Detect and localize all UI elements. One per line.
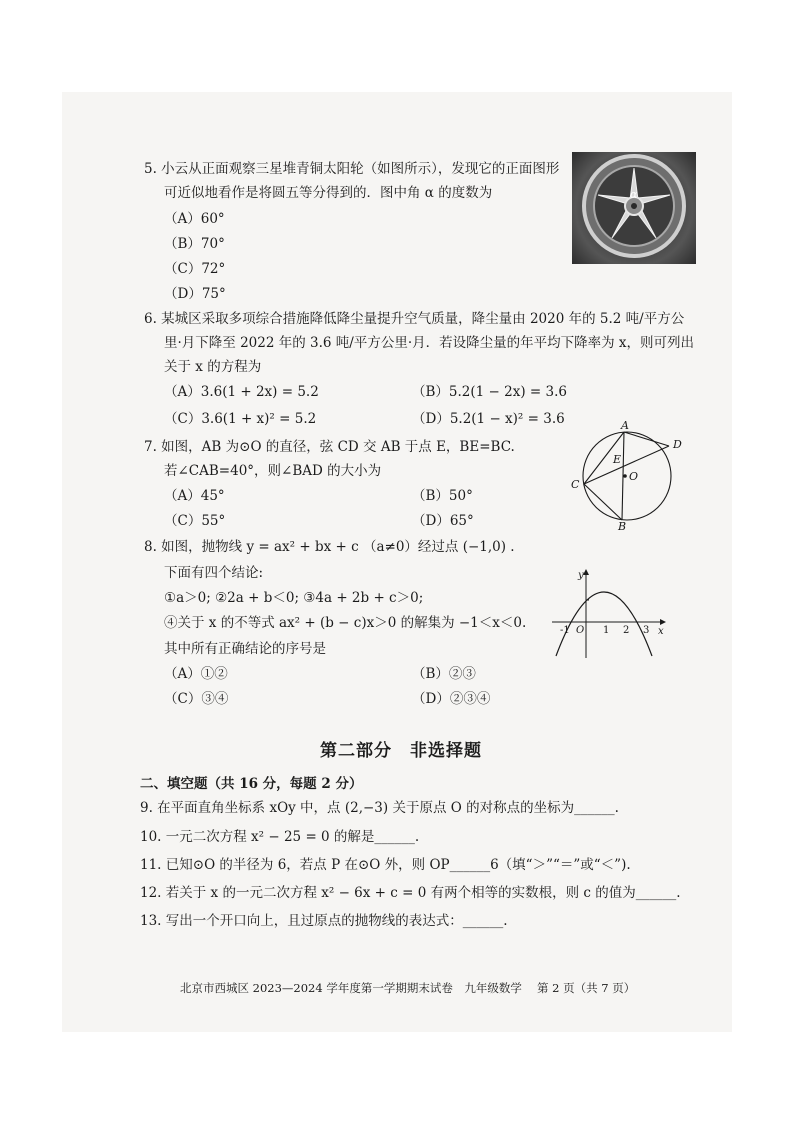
q7-option-a: （A）45° bbox=[164, 488, 225, 504]
q5-option-c: （C）72° bbox=[164, 261, 226, 277]
alpha-label: α bbox=[630, 188, 638, 201]
q7-line2: 若∠CAB=40°，则∠BAD 的大小为 bbox=[164, 463, 382, 479]
q6-option-c: （C）3.6(1 + x)² = 5.2 bbox=[164, 411, 317, 427]
q8-line2: 下面有四个结论: bbox=[164, 565, 264, 581]
q12-text: 12. 若关于 x 的一元二次方程 x² − 6x + c = 0 有两个相等的实数根，则 c 的值为______. bbox=[140, 885, 681, 901]
q8-option-c: （C）③④ bbox=[164, 691, 229, 707]
q8-option-d: （D）②③④ bbox=[412, 691, 491, 707]
q6-line2: 里·月下降至 2022 年的 3.6 吨/平方公里·月．若设降尘量的年平均下降率为 x，则可列出 bbox=[164, 335, 695, 351]
x-axis-label: x bbox=[658, 626, 664, 637]
section2-heading: 二、填空题（共 16 分，每题 2 分） bbox=[140, 776, 363, 792]
page-footer: 北京市西城区 2023—2024 学年度第一学期期末试卷 九年级数学 第 2 页（共 7 页） bbox=[180, 981, 636, 995]
q5-line2: 可近似地看作是将圆五等分得到的．图中角 α 的度数为 bbox=[164, 185, 493, 201]
q13-text: 13. 写出一个开口向上，且过原点的抛物线的表达式：______. bbox=[140, 913, 508, 929]
q5-option-b: （B）70° bbox=[164, 236, 225, 252]
label-c: C bbox=[571, 478, 580, 491]
label-a: A bbox=[621, 419, 629, 432]
tick-1: 1 bbox=[603, 625, 610, 636]
q8-line3: ①a＞0; ②2a + b＜0; ③4a + 2b + c＞0; bbox=[164, 590, 424, 606]
q5-option-a: （A）60° bbox=[164, 211, 225, 227]
q7-option-d: （D）65° bbox=[412, 513, 474, 529]
circle-figure bbox=[565, 418, 685, 530]
q8-line5: 其中所有正确结论的序号是 bbox=[164, 641, 326, 657]
tick-minus-1: -1 bbox=[560, 625, 570, 636]
q8-option-a: （A）①② bbox=[164, 666, 228, 682]
part2-title: 第二部分 非选择题 bbox=[320, 741, 482, 761]
q6-line1: 6. 某城区采取多项综合措施降低降尘量提升空气质量，降尘量由 2020 年的 5.2 吨/平方公 bbox=[144, 311, 685, 327]
q8-line1: 8. 如图，抛物线 y = ax² + bx + c （a≠0）经过点 (−1,0) . bbox=[144, 539, 515, 555]
origin-label: O bbox=[576, 625, 585, 636]
q8-option-b: （B）②③ bbox=[412, 666, 476, 682]
parabola-figure bbox=[548, 562, 672, 662]
tick-3: 3 bbox=[643, 625, 650, 636]
label-o: O bbox=[629, 470, 639, 483]
q9-text: 9. 在平面直角坐标系 xOy 中，点 (2,−3) 关于原点 O 的对称点的坐标为______. bbox=[140, 800, 619, 816]
y-axis-label: y bbox=[578, 570, 584, 581]
tick-2: 2 bbox=[623, 625, 630, 636]
q7-option-c: （C）55° bbox=[164, 513, 226, 529]
q6-line3: 关于 x 的方程为 bbox=[164, 359, 262, 375]
sun-wheel-drawing bbox=[572, 152, 696, 264]
q10-text: 10. 一元二次方程 x² − 25 = 0 的解是______. bbox=[140, 829, 420, 845]
q8-line4: ④关于 x 的不等式 ax² + (b − c)x＞0 的解集为 −1＜x＜0. bbox=[164, 615, 527, 631]
q11-text: 11. 已知⊙O 的半径为 6，若点 P 在⊙O 外，则 OP______6（填“＞”“＝”或“＜”). bbox=[140, 857, 631, 873]
q6-option-b: （B）5.2(1 − 2x) = 3.6 bbox=[412, 384, 567, 400]
q5-line1: 5. 小云从正面观察三星堆青铜太阳轮（如图所示），发现它的正面图形 bbox=[144, 161, 560, 177]
q5-option-d: （D）75° bbox=[164, 286, 226, 302]
q7-line1: 7. 如图，AB 为⊙O 的直径，弦 CD 交 AB 于点 E，BE=BC. bbox=[144, 439, 515, 455]
label-b: B bbox=[618, 520, 627, 530]
q7-option-b: （B）50° bbox=[412, 488, 473, 504]
q6-option-a: （A）3.6(1 + 2x) = 5.2 bbox=[164, 384, 319, 400]
label-e: E bbox=[613, 453, 622, 466]
sun-wheel-photo bbox=[572, 152, 696, 264]
q6-option-d: （D）5.2(1 − x)² = 3.6 bbox=[412, 411, 565, 427]
label-d: D bbox=[673, 438, 682, 451]
